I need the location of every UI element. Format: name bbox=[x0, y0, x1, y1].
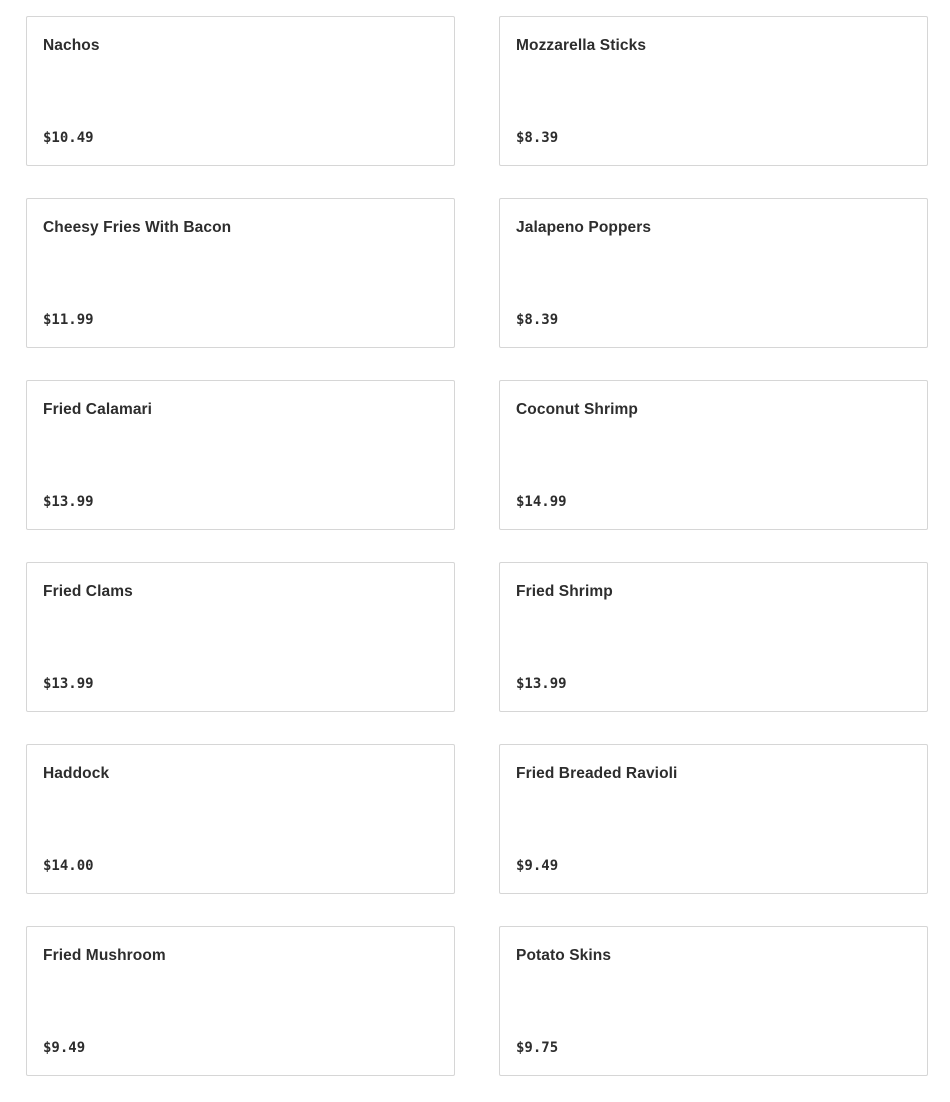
menu-item-card[interactable] bbox=[499, 562, 928, 712]
menu-item-name: Fried Clams bbox=[43, 583, 133, 600]
menu-item-card[interactable] bbox=[499, 744, 928, 894]
menu-item-price: $14.99 bbox=[516, 494, 567, 510]
menu-item-card[interactable] bbox=[499, 16, 928, 166]
menu-item-name: Jalapeno Poppers bbox=[516, 219, 652, 236]
menu-item-price: $13.99 bbox=[516, 676, 567, 692]
menu-item-price: $9.75 bbox=[516, 1040, 559, 1056]
menu-item-price: $8.39 bbox=[516, 312, 559, 328]
menu-item-card[interactable] bbox=[26, 926, 455, 1076]
menu-item-name: Coconut Shrimp bbox=[516, 401, 638, 418]
menu-item-card[interactable] bbox=[499, 380, 928, 530]
menu-item-name: Mozzarella Sticks bbox=[516, 37, 647, 54]
menu-item-name: Haddock bbox=[43, 765, 110, 782]
menu-item-name: Fried Mushroom bbox=[43, 947, 166, 964]
menu-item-name: Potato Skins bbox=[516, 947, 612, 964]
menu-item-card[interactable] bbox=[499, 198, 928, 348]
menu-item-card[interactable] bbox=[26, 380, 455, 530]
menu-item-price: $14.00 bbox=[43, 858, 94, 874]
menu-item-price: $9.49 bbox=[43, 1040, 86, 1056]
menu-item-price: $9.49 bbox=[516, 858, 559, 874]
menu-item-grid bbox=[26, 16, 928, 1076]
menu-item-name: Fried Breaded Ravioli bbox=[516, 765, 678, 782]
menu-item-card[interactable] bbox=[26, 198, 455, 348]
menu-item-price: $10.49 bbox=[43, 130, 94, 146]
menu-item-price: $11.99 bbox=[43, 312, 94, 328]
menu-item-name: Cheesy Fries With Bacon bbox=[43, 219, 232, 236]
menu-item-card[interactable] bbox=[26, 562, 455, 712]
menu-item-name: Fried Calamari bbox=[43, 401, 153, 418]
menu-item-price: $13.99 bbox=[43, 494, 94, 510]
menu-item-name: Nachos bbox=[43, 37, 100, 54]
menu-item-card[interactable] bbox=[499, 926, 928, 1076]
menu-item-price: $8.39 bbox=[516, 130, 559, 146]
menu-item-name: Fried Shrimp bbox=[516, 583, 613, 600]
menu-item-card[interactable] bbox=[26, 16, 455, 166]
menu-item-price: $13.99 bbox=[43, 676, 94, 692]
menu-item-card[interactable] bbox=[26, 744, 455, 894]
